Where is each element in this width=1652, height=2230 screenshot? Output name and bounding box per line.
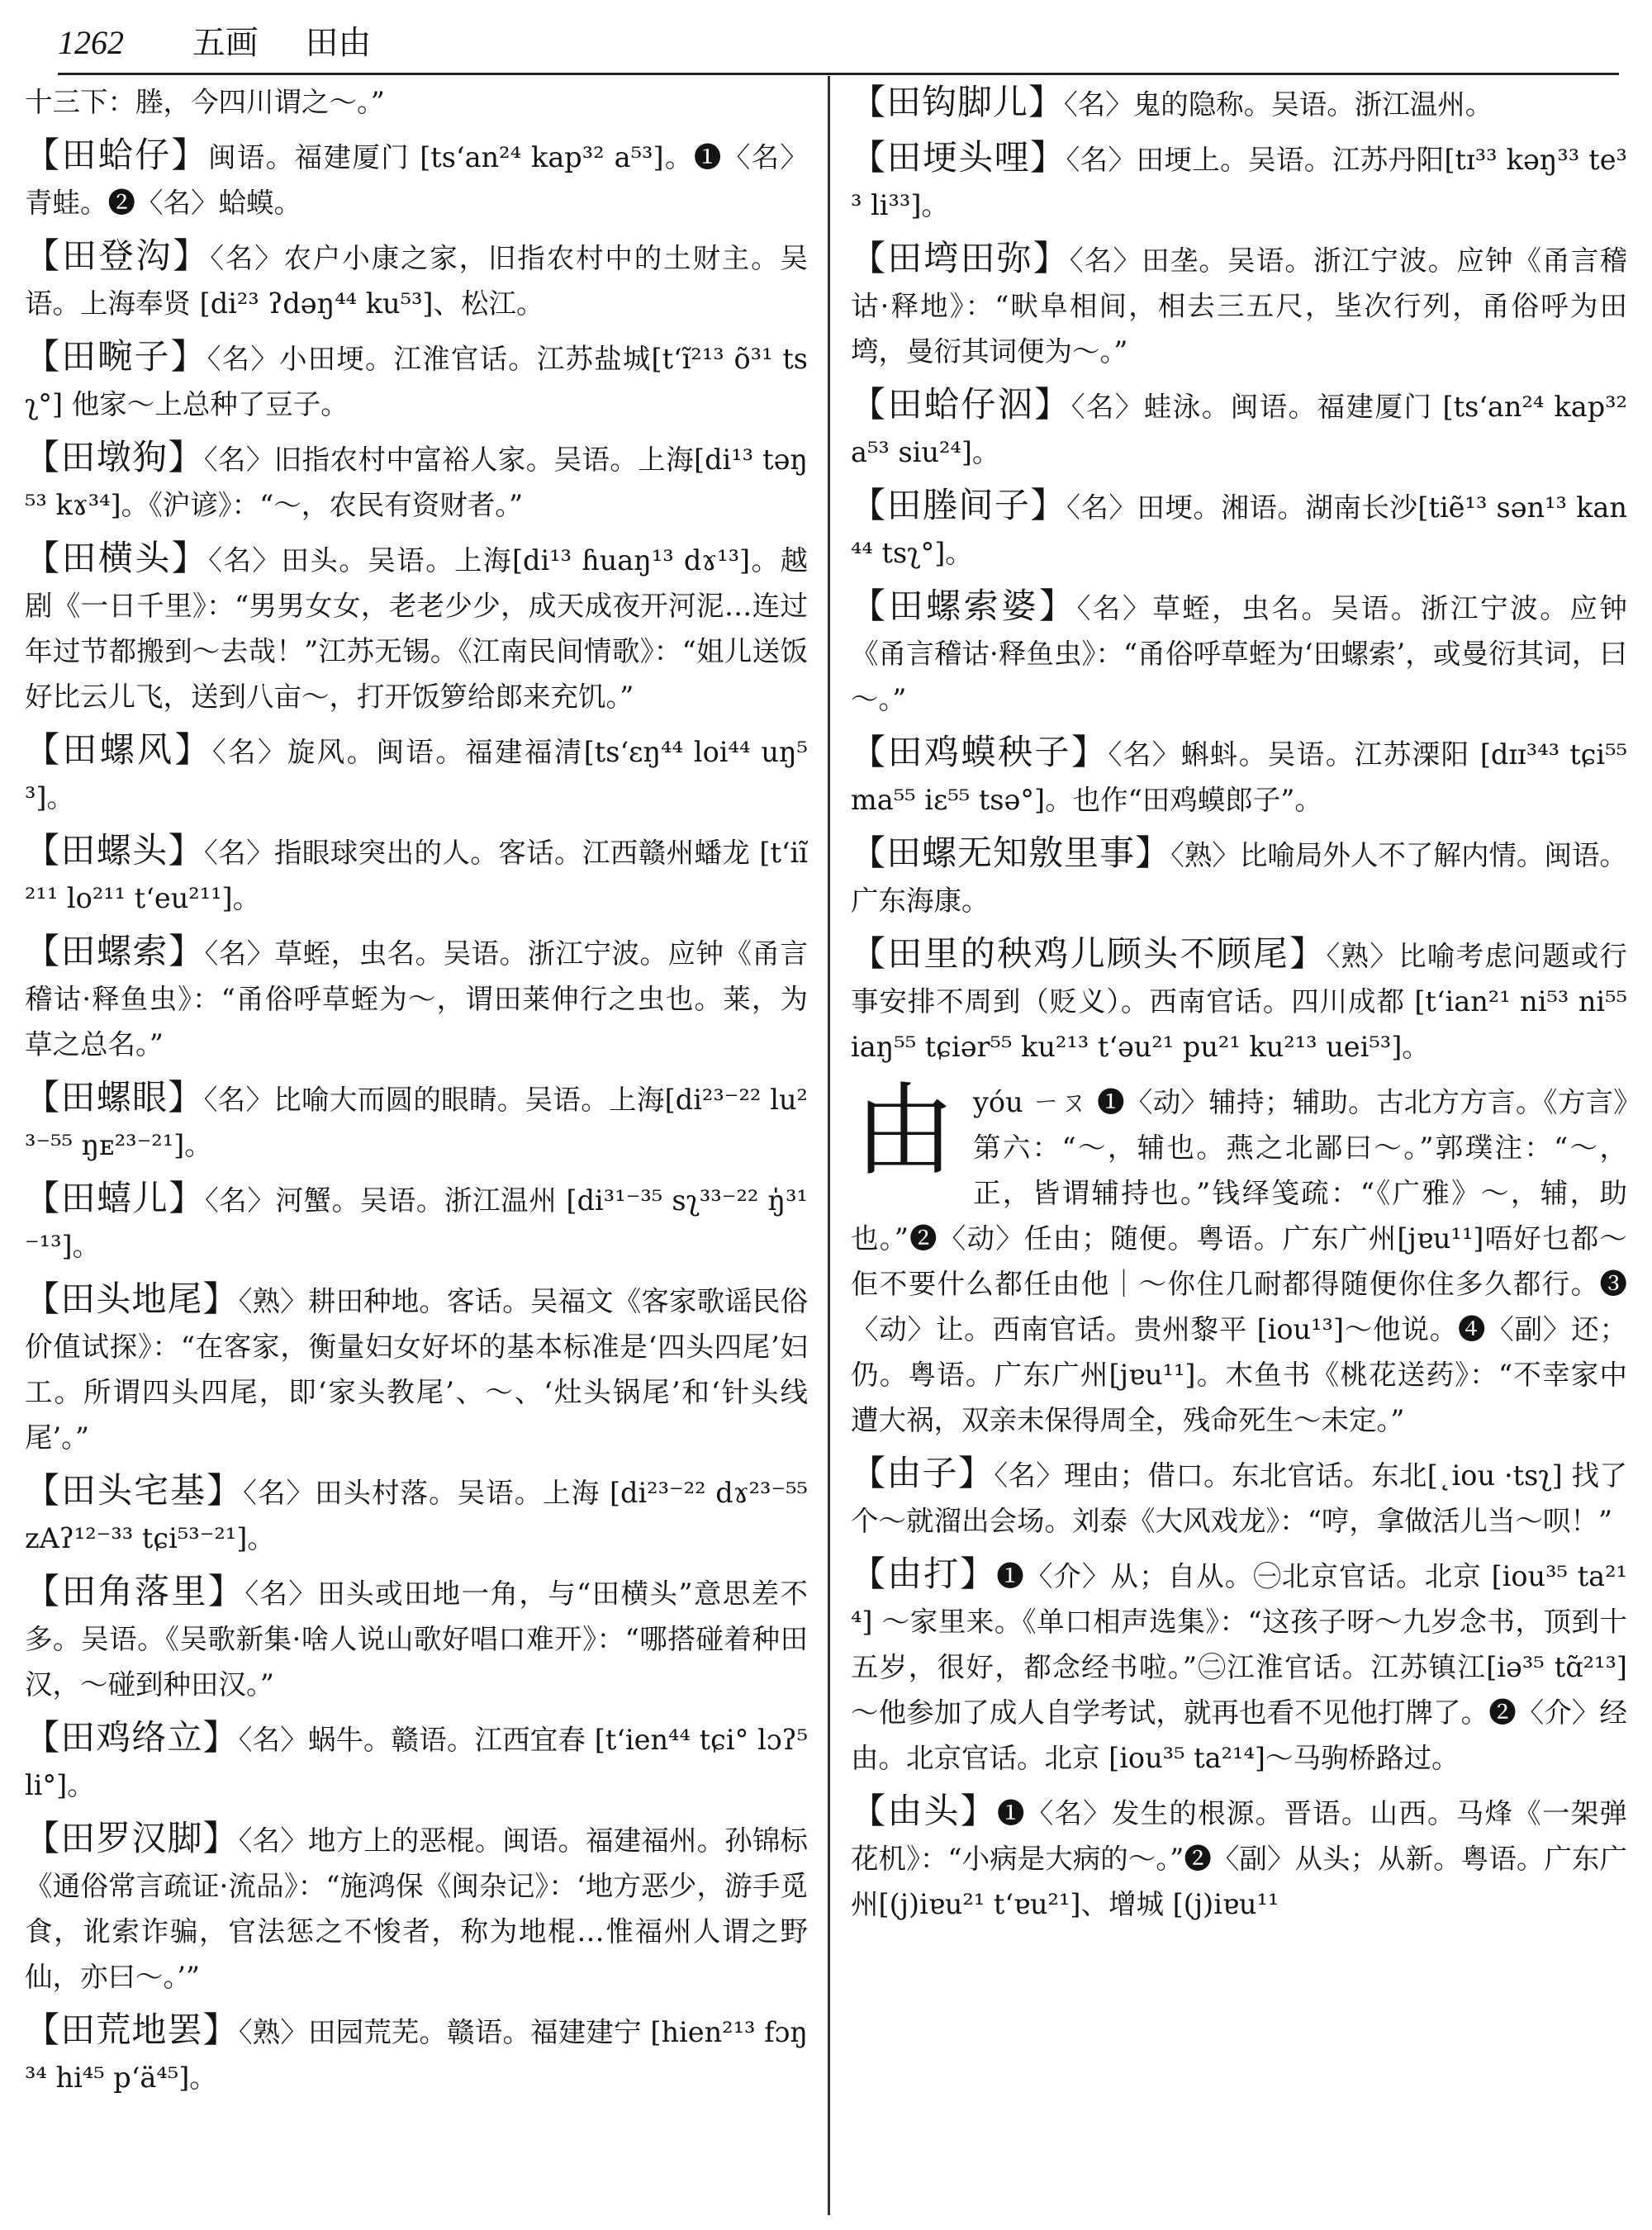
headword: 【田螺无知敫里事】 bbox=[851, 833, 1171, 873]
entry-body: 〈熟〉田园荒芜。赣语。福建建宁 [hien²¹³ fɔŋ³⁴ hi⁴⁵ pʻä⁴⁵]。 bbox=[25, 2016, 808, 2094]
entry-body: 〈名〉田头。吴语。上海[di¹³ ɦuaŋ¹³ dɤ¹³]。越剧《一日千里》：“男男女女，老老少少，成天成夜开河泥…连过年过节都搬到～去哉！”江苏无锡。《江南民间情歌》：“姐儿送饭好比云儿飞，送到八亩～，打开饭箩给郎来充饥。” bbox=[25, 544, 808, 713]
pinyin: yóu bbox=[973, 1086, 1023, 1118]
headword: 【田荒地罢】 bbox=[25, 2009, 239, 2050]
entry-body: 〈名〉田埂。湘语。湖南长沙[tiẽ¹³ sən¹³ kan⁴⁴ tsʅ°]。 bbox=[851, 491, 1627, 569]
entry-body: 〈名〉旧指农村中富裕人家。吴语。上海[di¹³ təŋ⁵³ kɤ³⁴]。《沪谚》：“～，农民有资财者。” bbox=[25, 444, 808, 521]
entry-body: 〈熟〉比喻考虑问题或行事安排不周到（贬义）。西南官话。四川成都 [tʻian²¹ ni⁵³ ni⁵⁵ iaŋ⁵⁵ tɕiər⁵⁵ ku²¹³ tʻəu²¹ pu²¹ ku²¹³ uei⁵³]。 bbox=[851, 940, 1627, 1063]
entry-body: 〈名〉蜗牛。赣语。江西宜春 [tʻien⁴⁴ tɕi° lɔʔ⁵ li°]。 bbox=[25, 1724, 808, 1801]
entry-body: 〈名〉河蟹。吴语。浙江温州 [di³¹⁻³⁵ sʅ³³⁻²² ŋ̍³¹⁻¹³]。 bbox=[25, 1184, 808, 1262]
headword: 【田里的秧鸡儿顾头不顾尾】 bbox=[851, 933, 1327, 974]
entry bbox=[851, 135, 1627, 228]
entry bbox=[25, 928, 808, 1067]
entry bbox=[25, 727, 808, 820]
entry bbox=[851, 729, 1627, 823]
column-divider bbox=[828, 76, 830, 2215]
entry bbox=[25, 334, 808, 427]
zhuyin: ㄧㄡ bbox=[1032, 1086, 1089, 1118]
entry-body: 〈名〉蝌蚪。吴语。江苏溧阳 [dɪɪ³⁴³ tɕi⁵⁵ ma⁵⁵ iɛ⁵⁵ tsə°]。也作“田鸡蟆郎子”。 bbox=[851, 738, 1627, 816]
headword: 【田登沟】 bbox=[25, 235, 211, 276]
headword: 【田蛤仔泅】 bbox=[851, 384, 1071, 425]
headword: 【田角落里】 bbox=[25, 1571, 245, 1611]
left-column bbox=[25, 79, 808, 2220]
page-number: 1262 bbox=[58, 24, 124, 61]
entry-body: 闽语。福建厦门 [tsʻan²⁴ kap³² a⁵³]。❶〈名〉青蛙。❷〈名〉蛤蟆。 bbox=[25, 141, 808, 219]
entry bbox=[25, 1568, 808, 1707]
character-entry bbox=[851, 1072, 1627, 1443]
entry bbox=[851, 482, 1627, 576]
headword: 【由子】 bbox=[851, 1453, 995, 1493]
entry bbox=[851, 583, 1627, 722]
guide-characters: 田由 bbox=[305, 24, 372, 62]
entry-body: 〈名〉蛙泳。闽语。福建厦门 [tsʻan²⁴ kap³² a⁵³ siu²⁴]。 bbox=[851, 391, 1627, 468]
headword: 【田鸡蟆秧子】 bbox=[851, 732, 1108, 772]
entry-body: 〈名〉田头或田地一角，与“田横头”意思差不多。吴语。《吴歌新集·啥人说山歌好唱口难开》：“哪搭碰着种田汉，～碰到种田汉。” bbox=[25, 1578, 808, 1701]
headword: 【田塆田弥】 bbox=[851, 238, 1070, 278]
entry bbox=[25, 233, 808, 326]
headword: 【田螺风】 bbox=[25, 729, 212, 770]
entry bbox=[25, 1075, 808, 1168]
stroke-section: 五画 bbox=[192, 24, 259, 62]
entry bbox=[851, 931, 1627, 1070]
head-character: 由 bbox=[854, 1072, 955, 1189]
headword: 【田塍间子】 bbox=[851, 485, 1067, 525]
headword: 【田螺索】 bbox=[25, 931, 205, 971]
headword: 【田螺头】 bbox=[25, 830, 205, 871]
entry bbox=[851, 382, 1627, 475]
entry bbox=[25, 2007, 808, 2100]
entry-body: ❶〈动〉辅持；辅助。古北方方言。《方言》第六：“～，辅也。燕之北鄙曰～。”郭璞注：“～，正，皆谓辅持也。”钱绎笺疏：“《广雅》～，辅，助也。”❷〈动〉任由；随便。粤语。广东广州[jɐu¹¹]唔好乜都～佢不要什么都任由他｜～你住几耐都得随便你住多久都行。❸〈动〉让。西南官话。贵州黎平 [iou¹³]～他说。❹〈副〉还；仍。粤语。广东广州[jɐu¹¹]。木鱼书《桃花送药》：“不幸家中遭大祸，双亲未保得周全，残命死生～未定。” bbox=[851, 1086, 1627, 1436]
entry-body: 〈名〉农户小康之家，旧指农村中的土财主。吴语。上海奉贤 [di²³ ʔdəŋ⁴⁴ ku⁵³]、松江。 bbox=[25, 242, 808, 320]
headword: 【由头】 bbox=[851, 1791, 997, 1831]
headword: 【田蟢儿】 bbox=[25, 1178, 205, 1218]
entry-body: 〈熟〉比喻局外人不了解内情。闽语。广东海康。 bbox=[851, 839, 1627, 917]
headword: 【田头宅基】 bbox=[25, 1470, 244, 1511]
entry bbox=[25, 1815, 808, 2000]
headword: 【田螺眼】 bbox=[25, 1077, 204, 1117]
headword: 【由打】 bbox=[851, 1554, 997, 1594]
entry-body: 〈名〉理由；借口。东北官话。东北[˛iou ·tsʅ] 找了个～就溜出会场。刘泰《大风戏龙》：“哼，拿做活儿当～呗！” bbox=[851, 1459, 1627, 1537]
entry bbox=[25, 828, 808, 921]
headword: 【田螺索婆】 bbox=[851, 586, 1077, 626]
entry-body: ❶〈介〉从；自从。㊀北京官话。北京 [iou³⁵ ta²¹⁴] ～家里来。《单口相声选集》：“这孩子呀～九岁念书，顶到十五岁，很好，都念经书啦。”㊁江淮官话。江苏镇江[iə³⁵ tɑ̃²¹³]～他参加了成人自学考试，就再也看不见他打牌了。❷〈介〉经由。北京官话。北京 [iou³⁵ ta²¹⁴]～马驹桥路过。 bbox=[851, 1560, 1627, 1774]
entry bbox=[25, 1175, 808, 1269]
headword: 【田畹子】 bbox=[25, 336, 207, 377]
entry bbox=[25, 1276, 808, 1460]
entry bbox=[25, 1468, 808, 1561]
entry bbox=[25, 535, 808, 719]
entry bbox=[851, 1450, 1627, 1544]
page-header bbox=[58, 18, 1619, 68]
entry-body: ❶〈名〉发生的根源。晋语。山西。马烽《一架弹花机》：“小病是大病的～。”❷〈副〉从头；从新。粤语。广东广州[(j)iɐu²¹ tʻɐu²¹]、增城 [(j)iɐu¹¹ bbox=[851, 1797, 1627, 1920]
entry-body: 〈名〉鬼的隐称。吴语。浙江温州。 bbox=[1064, 88, 1493, 121]
entry-body: 〈名〉田头村落。吴语。上海 [di²³⁻²² dɤ²³⁻⁵⁵ zAʔ¹²⁻³³ tɕi⁵³⁻²¹]。 bbox=[25, 1477, 808, 1554]
entry bbox=[851, 830, 1627, 923]
header-rule bbox=[58, 73, 1619, 75]
entry bbox=[25, 434, 808, 528]
entry-body: 〈名〉比喻大而圆的眼睛。吴语。上海[di²³⁻²² lu²³⁻⁵⁵ ŋᴇ²³⁻²¹]。 bbox=[25, 1084, 808, 1161]
entry bbox=[25, 132, 808, 225]
entry bbox=[851, 235, 1627, 374]
headword: 【田蛤仔】 bbox=[25, 135, 208, 175]
entry-body: 〈名〉指眼球突出的人。客话。江西赣州蟠龙 [tʻiĩ²¹¹ lo²¹¹ tʻeu²¹¹]。 bbox=[25, 837, 808, 914]
entry-body: 〈名〉草蛭，虫名。吴语。浙江宁波。应钟《甬言稽诂·释鱼虫》：“甬俗呼草蛭为‘田螺索’，或曼衍其词，曰～。” bbox=[851, 592, 1627, 715]
entry bbox=[851, 1788, 1627, 1927]
right-column bbox=[851, 79, 1627, 2220]
headword: 【田鸡络立】 bbox=[25, 1717, 239, 1758]
headword: 【田钩脚儿】 bbox=[851, 82, 1065, 122]
entry-body: 〈名〉地方上的恶棍。闽语。福建福州。孙锦标《通俗常言疏证·流品》：“施鸿保《闽杂记》：‘地方恶少，游手觅食，讹索诈骗，官法惩之不悛者，称为地棍…惟福州人谓之野仙，亦曰～。’” bbox=[25, 1824, 808, 1993]
entry-body: 〈名〉小田埂。江淮官话。江苏盐城[tʻĩ²¹³ õ³¹ tsʅ°] 他家～上总种了豆子。 bbox=[25, 343, 808, 420]
headword: 【田罗汉脚】 bbox=[25, 1818, 239, 1858]
entry bbox=[851, 1551, 1627, 1781]
headword: 【田横头】 bbox=[25, 538, 209, 578]
entry bbox=[25, 1715, 808, 1808]
headword: 【田头地尾】 bbox=[25, 1279, 239, 1319]
entry-body: 〈名〉草蛭，虫名。吴语。浙江宁波。应钟《甬言稽诂·释鱼虫》：“甬俗呼草蛭为～，谓田莱伸行之虫也。莱，为草之总名。” bbox=[25, 937, 808, 1060]
entry bbox=[851, 79, 1627, 127]
entry-body: 〈名〉旋风。闽语。福建福清[tsʻɛŋ⁴⁴ loi⁴⁴ uŋ⁵³]。 bbox=[25, 736, 808, 814]
entry-body: 〈名〉田垄。吴语。浙江宁波。应钟《甬言稽诂·释地》：“畎阜相间，相去三五尺，坒次行列，甬俗呼为田塆，曼衍其词便为～。” bbox=[851, 244, 1627, 368]
headword: 【田墩狗】 bbox=[25, 437, 204, 477]
entry-body: 〈名〉田埂上。吴语。江苏丹阳[tɪ³³ kəŋ³³ te³³ li³³]。 bbox=[851, 144, 1627, 221]
headword: 【田埂头哩】 bbox=[851, 137, 1066, 178]
entry-continuation: 十三下：塍，今四川谓之～。” bbox=[25, 86, 385, 118]
entry-body: 〈熟〉耕田种地。客话。吴福文《客家歌谣民俗价值试探》：“在客家，衡量妇女好坏的基本标准是‘四头四尾’妇工。所谓四头四尾，即‘家头教尾’、～、‘灶头锅尾’和‘针头线尾’。” bbox=[25, 1285, 808, 1454]
